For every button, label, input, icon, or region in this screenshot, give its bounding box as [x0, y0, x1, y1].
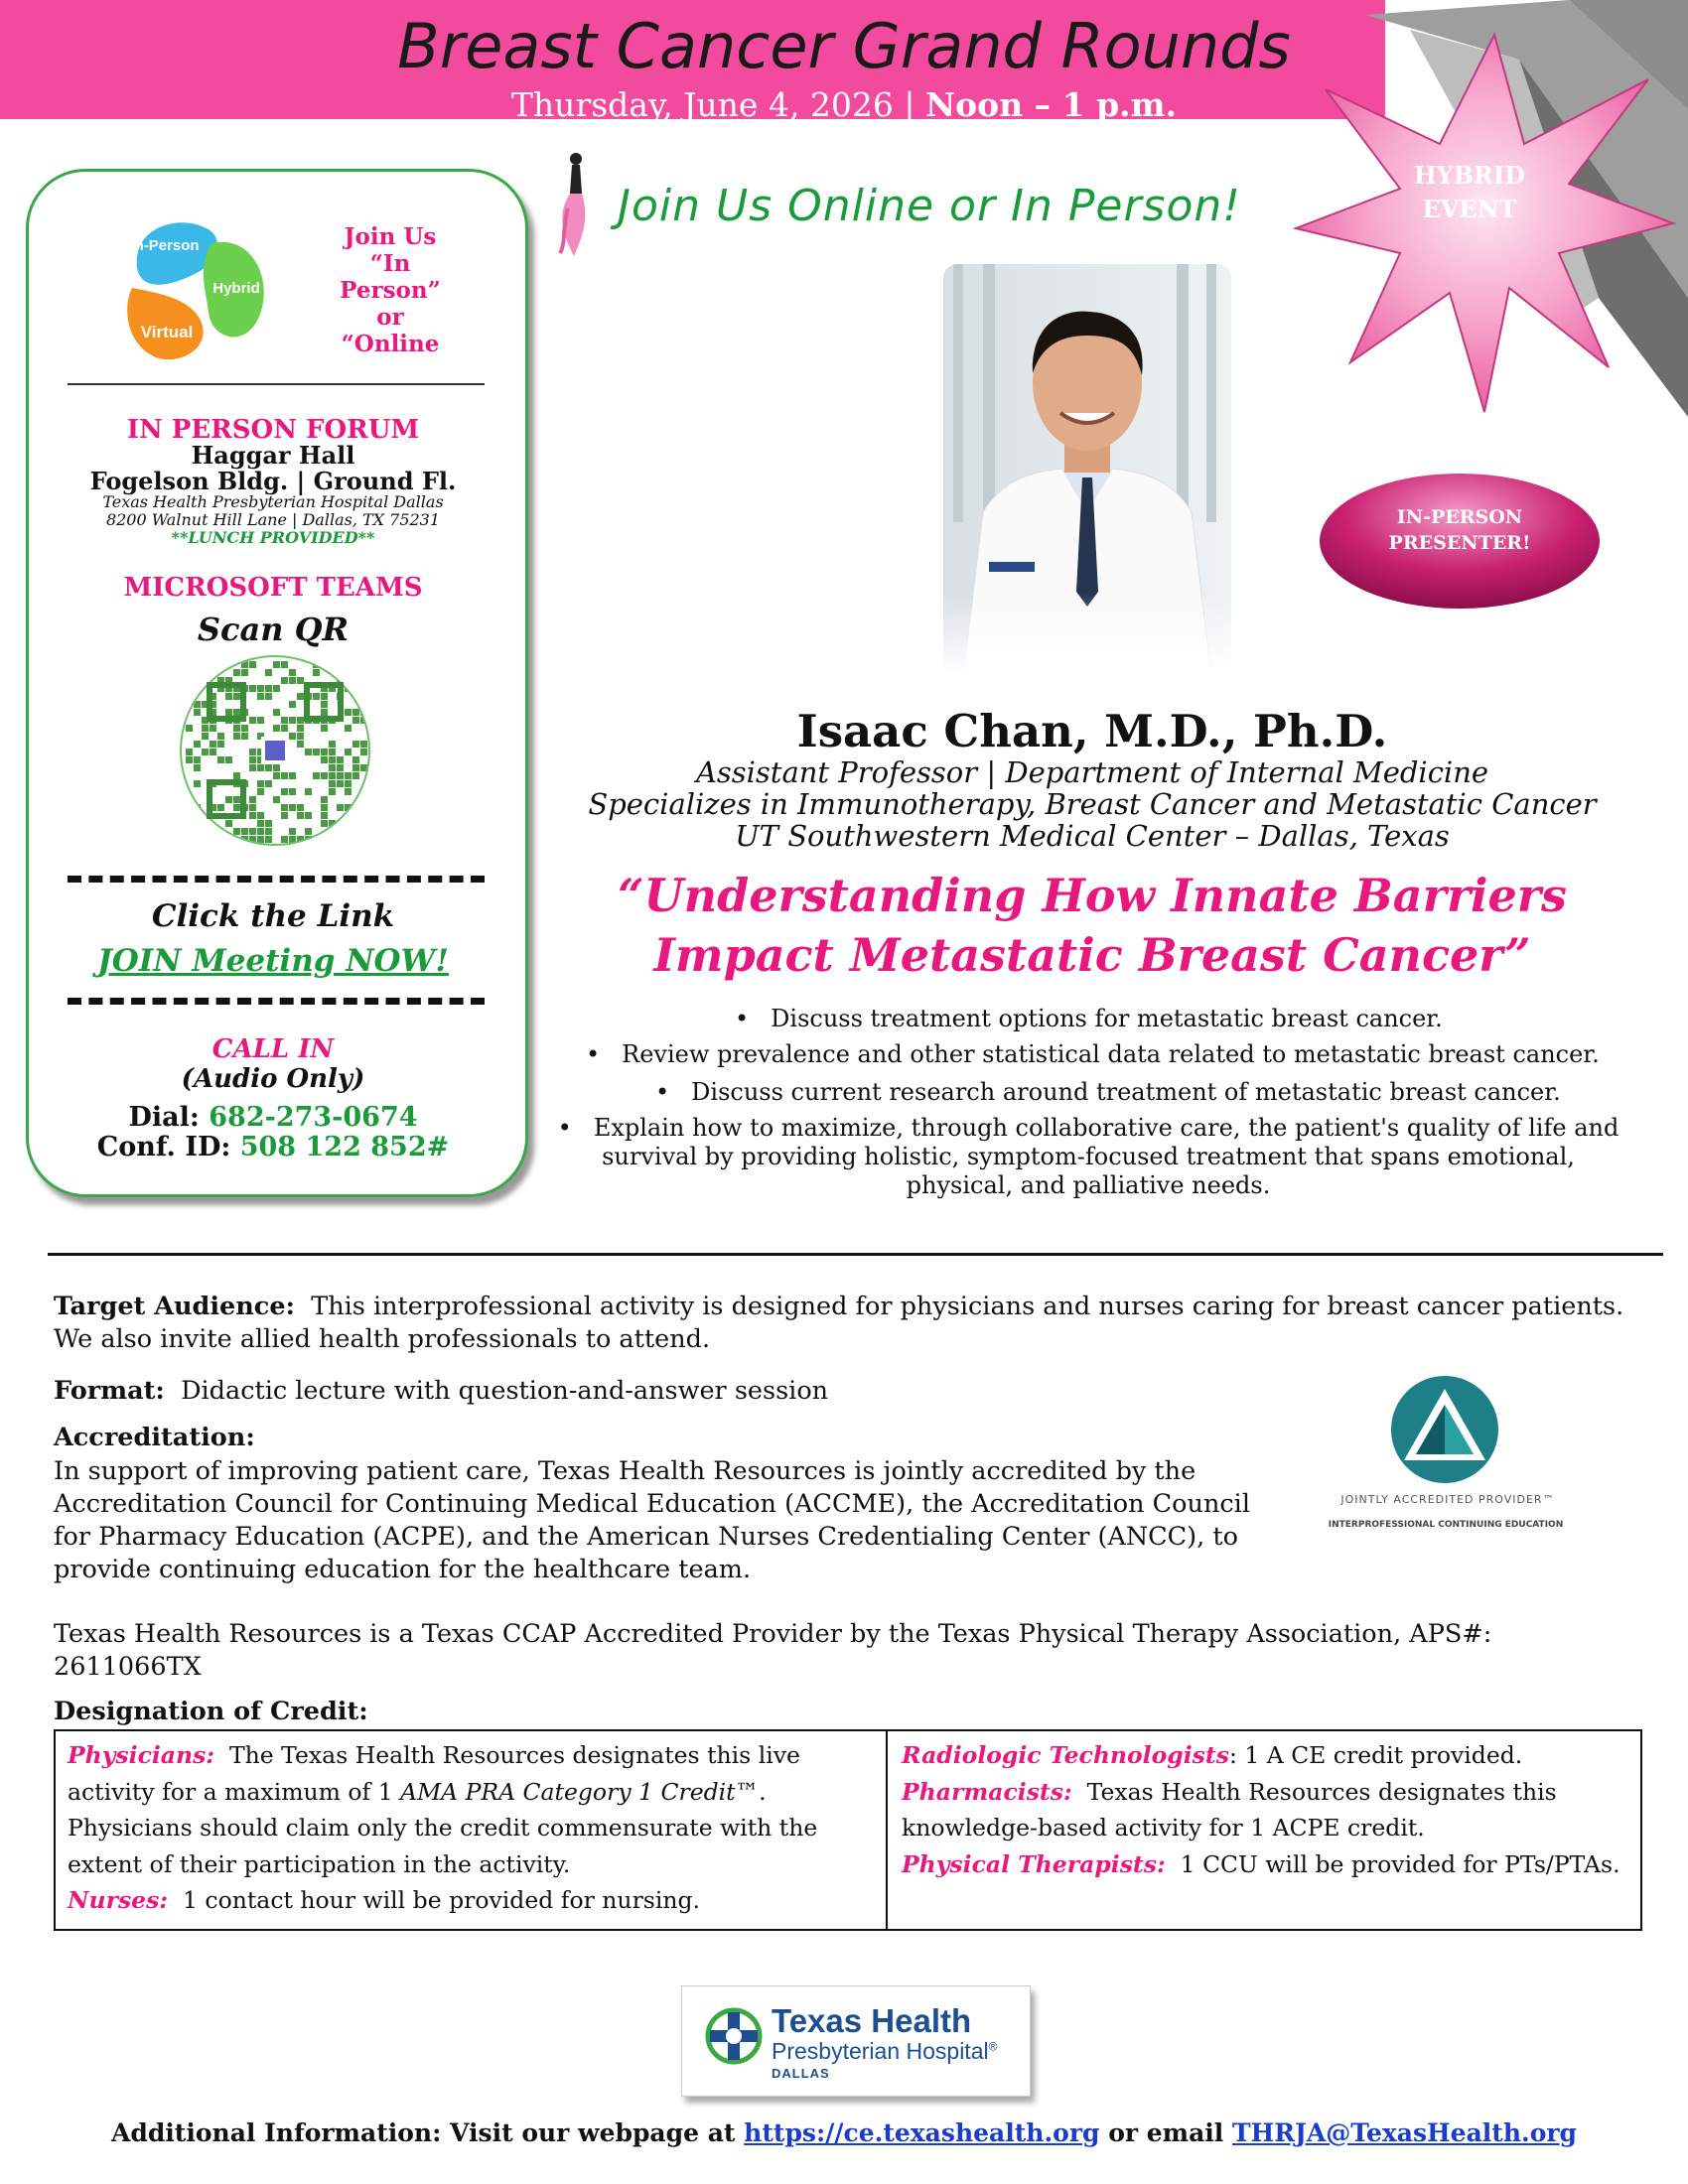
- in-person-presenter-label: [1318, 504, 1602, 556]
- qr-cell: [225, 820, 232, 827]
- qr-cell: [210, 741, 216, 748]
- qr-cell: [186, 669, 193, 676]
- qr-cell: [321, 709, 328, 716]
- format-text: Didactic lecture with question-and-answer session: [181, 1376, 829, 1406]
- qr-cell: [257, 828, 264, 835]
- qr-cell: [194, 756, 201, 763]
- lunch-note: **LUNCH PROVIDED**: [171, 528, 375, 547]
- qr-cell: [194, 661, 201, 668]
- qr-cell: [297, 725, 304, 732]
- qr-cell: [345, 749, 352, 755]
- qr-cell: [265, 685, 272, 692]
- qr-cell: [194, 780, 201, 787]
- qr-cell: [265, 780, 272, 787]
- qr-cell: [321, 749, 328, 755]
- qr-cell: [289, 677, 296, 684]
- qr-cell: [352, 804, 359, 811]
- qr-cell: [313, 749, 320, 755]
- join-line-2: “In: [369, 250, 411, 277]
- credit-cell-right: [890, 1731, 1640, 1888]
- qr-cell: [329, 741, 336, 748]
- conf-label: Conf. ID:: [96, 1132, 240, 1162]
- join-meeting-link[interactable]: JOIN Meeting NOW!: [97, 943, 449, 979]
- qr-cell: [249, 749, 256, 755]
- qr-cell: [241, 669, 248, 676]
- pharmacists-text: Texas Health Resources designates this knowledge-based activity for 1 ACPE credit.: [902, 1777, 1557, 1842]
- qr-cell: [352, 709, 359, 716]
- qr-cell: [297, 677, 304, 684]
- qr-cell: [321, 772, 328, 779]
- qr-cell: [194, 741, 201, 748]
- objective-item: • Discuss current research around treatment of metastatic breast cancer.: [655, 1078, 1561, 1106]
- join-line-5: “Online: [341, 331, 440, 357]
- qr-cell: [289, 717, 296, 724]
- qr-cell: [233, 693, 240, 700]
- pt-label: Physical Therapists:: [902, 1849, 1166, 1878]
- call-in-heading: CALL IN: [211, 1034, 335, 1064]
- qr-cell: [297, 804, 304, 811]
- qr-cell: [241, 725, 248, 732]
- qr-cell: [352, 772, 359, 779]
- talk-title-line-2: Impact Metastatic Breast Cancer”: [653, 928, 1531, 982]
- qr-cell: [345, 836, 352, 843]
- qr-cell: [297, 812, 304, 819]
- logo-city: DALLAS: [772, 2066, 830, 2081]
- qr-cell: [249, 812, 256, 819]
- qr-cell: [345, 669, 352, 676]
- objective-item: • Explain how to maximize, through collaborative care, the patient's quality of life and survival by providing holistic, symptom-focused treatment that spans emotional, physical, and palliative needs.: [552, 1114, 1624, 1200]
- qr-cell: [305, 828, 312, 835]
- qr-cell: [281, 788, 288, 795]
- qr-cell: [233, 828, 240, 835]
- logo-sub: [772, 2038, 997, 2065]
- ama-credit-term: AMA PRA Category 1 Credit: [400, 1777, 736, 1806]
- qr-cell: [337, 764, 344, 771]
- hospital-address: [40, 493, 506, 529]
- qr-cell: [265, 693, 272, 700]
- qr-cell: [194, 828, 201, 835]
- click-link-label: Click the Link: [151, 898, 395, 934]
- qr-cell: [257, 812, 264, 819]
- dashed-divider-bottom: [68, 998, 485, 1005]
- qr-cell: [352, 812, 359, 819]
- speaker-specialty: Specializes in Immunotherapy, Breast Cancer and Metastatic Cancer: [588, 787, 1597, 821]
- objective-item: • Discuss treatment options for metastatic breast cancer.: [735, 1005, 1443, 1032]
- qr-cell: [329, 788, 336, 795]
- qr-cell: [210, 669, 216, 676]
- qr-cell: [360, 661, 367, 668]
- venue-line-2: Fogelson Bldg. | Ground Fl.: [89, 467, 457, 495]
- qr-cell: [352, 828, 359, 835]
- pt-text: 1 CCU will be provided for PTs/PTAs.: [1180, 1849, 1620, 1878]
- dial-label: Dial:: [128, 1102, 210, 1133]
- qr-cell: [233, 709, 240, 716]
- qr-cell: [289, 828, 296, 835]
- qr-cell: [202, 749, 209, 755]
- texas-health-logo: [681, 1985, 1031, 2097]
- logo-label-inperson: In-Person: [130, 237, 200, 254]
- radiologic-label: Radiologic Technologists: [902, 1741, 1229, 1769]
- qr-cell: [329, 780, 336, 787]
- qr-cell: [257, 820, 264, 827]
- qr-cell: [329, 749, 336, 755]
- join-online-banner: Join Us Online or In Person!: [618, 181, 1241, 231]
- qr-cell: [265, 836, 272, 843]
- presenter-line-2: PRESENTER!: [1388, 532, 1531, 554]
- qr-cell: [217, 733, 224, 740]
- qr-cell: [337, 804, 344, 811]
- qr-cell: [186, 828, 193, 835]
- footer-info: [0, 2118, 1688, 2147]
- qr-cell: [202, 725, 209, 732]
- ribbon-figure-icon: [552, 149, 596, 258]
- radiologic-text: : 1 A CE credit provided.: [1228, 1741, 1523, 1769]
- jointly-accredited-text: JOINTLY ACCREDITED PROVIDER™: [1340, 1493, 1555, 1506]
- qr-cell: [249, 717, 256, 724]
- target-audience: [54, 1291, 1662, 1356]
- qr-cell: [186, 812, 193, 819]
- qr-cell: [289, 788, 296, 795]
- logo-name: Texas Health: [772, 2002, 972, 2039]
- join-line-1: Join Us: [344, 223, 437, 250]
- audio-only-label: (Audio Only): [181, 1064, 365, 1094]
- qr-cell: [225, 756, 232, 763]
- qr-cell: [273, 772, 280, 779]
- qr-cell: [329, 661, 336, 668]
- qr-cell: [217, 756, 224, 763]
- qr-cell: [273, 685, 280, 692]
- qr-cell: [329, 772, 336, 779]
- qr-cell: [225, 709, 232, 716]
- qr-cell: [321, 701, 328, 708]
- qr-cell: [265, 820, 272, 827]
- date-text: Thursday, June 4, 2026 |: [510, 85, 925, 124]
- jointly-accredited-logo-icon: [1390, 1375, 1499, 1484]
- qr-cell: [233, 669, 240, 676]
- qr-cell: [345, 772, 352, 779]
- qr-cell: [281, 772, 288, 779]
- qr-cell: [249, 764, 256, 771]
- accreditation-text: In support of improving patient care, Texas Health Resources is jointly accredited by the Accreditation Council for Continuing Medical Education (ACCME), the Accreditation Council for Pharmacy Education (ACPE), and the American Nurses Credentialing Center (ANCC), to provide continuing education for the healthcare team.: [54, 1456, 1250, 1584]
- qr-cell: [249, 828, 256, 835]
- join-line-4: or: [376, 304, 404, 331]
- qr-cell: [345, 709, 352, 716]
- dial-value[interactable]: 682-273-0674: [209, 1102, 418, 1133]
- target-label: Target Audience:: [54, 1292, 295, 1321]
- logo-sub-text: Presbyterian Hospital: [772, 2038, 989, 2064]
- event-date: [0, 85, 1688, 124]
- qr-cell: [337, 780, 344, 787]
- street-address: 8200 Walnut Hill Lane | Dallas, TX 75231: [105, 510, 441, 529]
- qr-cell: [194, 709, 201, 716]
- qr-cell: [321, 836, 328, 843]
- nurses-label: Nurses:: [68, 1886, 169, 1914]
- qr-cell: [273, 661, 280, 668]
- dial-number: [40, 1102, 506, 1133]
- hybrid-event-badge: [1370, 159, 1569, 226]
- qr-cell: [249, 685, 256, 692]
- footer-prefix: Additional Information: Visit our webpage at: [110, 2118, 745, 2147]
- qr-cell: [265, 764, 272, 771]
- qr-cell: [289, 669, 296, 676]
- physicians-label: Physicians:: [68, 1741, 215, 1769]
- pharmacists-label: Pharmacists:: [902, 1777, 1072, 1806]
- scan-qr-label: Scan QR: [197, 611, 350, 648]
- join-us-callout: [316, 223, 465, 357]
- qr-cell: [202, 733, 209, 740]
- qr-cell: [289, 772, 296, 779]
- qr-cell: [345, 725, 352, 732]
- logo-label-virtual: Virtual: [140, 323, 194, 341]
- speaker-photo: [943, 264, 1231, 676]
- qr-cell: [281, 812, 288, 819]
- qr-cell: [257, 693, 264, 700]
- qr-cell: [273, 796, 280, 803]
- qr-cell: [345, 820, 352, 827]
- qr-code-icon[interactable]: [180, 655, 370, 846]
- qr-cell: [297, 717, 304, 724]
- credit-cell-left: [56, 1731, 888, 1929]
- hospital-name: Texas Health Presbyterian Hospital Dallas: [102, 492, 444, 511]
- qr-cell: [313, 772, 320, 779]
- interprofessional-text: INTERPROFESSIONAL CONTINUING EDUCATION: [1328, 1520, 1564, 1530]
- physicians-text: The Texas Health Resources designates this live activity for a maximum of 1: [68, 1741, 800, 1806]
- qr-cell: [241, 733, 248, 740]
- qr-cell: [186, 820, 193, 827]
- objective-item: • Review prevalence and other statistical data related to metastatic breast cancer.: [586, 1040, 1600, 1068]
- qr-cell: [345, 828, 352, 835]
- qr-cell: [210, 836, 216, 843]
- qr-cell: [249, 756, 256, 763]
- qr-cell: [297, 741, 304, 748]
- qr-cell: [289, 733, 296, 740]
- designation-heading: Designation of Credit:: [54, 1697, 368, 1726]
- qr-cell: [265, 828, 272, 835]
- qr-cell: [337, 756, 344, 763]
- qr-cell: [217, 741, 224, 748]
- qr-cell: [281, 661, 288, 668]
- qr-cell: [360, 820, 367, 827]
- qr-cell: [289, 804, 296, 811]
- qr-cell: [321, 725, 328, 732]
- qr-cell: [321, 804, 328, 811]
- qr-cell: [321, 796, 328, 803]
- qr-cell: [329, 764, 336, 771]
- qr-cell: [257, 788, 264, 795]
- talk-title: [556, 866, 1628, 985]
- badge-line-2: EVENT: [1422, 195, 1517, 223]
- qr-cell: [210, 725, 216, 732]
- format-label: Format:: [54, 1376, 165, 1406]
- qr-cell: [281, 717, 288, 724]
- badge-line-1: HYBRID: [1413, 161, 1526, 190]
- qr-cell: [337, 772, 344, 779]
- presenter-line-1: IN-PERSON: [1396, 506, 1523, 528]
- speaker-title: Assistant Professor | Department of Internal Medicine: [695, 755, 1489, 789]
- logo-label-hybrid: Hybrid: [212, 280, 260, 297]
- physicians-text-cont: ™. Physicians should claim only the credit commensurate with the extent of their participation in the activity.: [68, 1777, 818, 1878]
- qr-cell: [360, 669, 367, 676]
- conf-value: 508 122 852#: [239, 1132, 450, 1162]
- hybrid-logo-icon: [117, 208, 276, 367]
- qr-cell: [337, 836, 344, 843]
- qr-cell: [321, 756, 328, 763]
- qr-cell: [345, 788, 352, 795]
- qr-cell: [321, 812, 328, 819]
- qr-cell: [257, 685, 264, 692]
- nurses-text: 1 contact hour will be provided for nursing.: [183, 1886, 701, 1914]
- qr-cell: [186, 693, 193, 700]
- qr-cell: [297, 693, 304, 700]
- qr-cell: [186, 749, 193, 755]
- qr-cell: [289, 701, 296, 708]
- qr-cell: [281, 804, 288, 811]
- credit-table: [54, 1729, 1642, 1931]
- qr-cell: [352, 764, 359, 771]
- qr-cell: [360, 796, 367, 803]
- qr-cell: [352, 717, 359, 724]
- qr-cell: [305, 749, 312, 755]
- dashed-divider-top: [68, 876, 485, 883]
- qr-cell: [194, 764, 201, 771]
- qr-cell: [210, 749, 216, 755]
- qr-cell: [313, 669, 320, 676]
- time-text: Noon – 1 p.m.: [925, 85, 1178, 124]
- speaker-name: Isaac Chan, M.D., Ph.D.: [796, 705, 1388, 757]
- qr-cell: [273, 709, 280, 716]
- qr-cell: [321, 693, 328, 700]
- qr-cell: [305, 788, 312, 795]
- qr-cell: [352, 741, 359, 748]
- qr-cell: [249, 804, 256, 811]
- qr-cell: [241, 828, 248, 835]
- qr-cell: [233, 725, 240, 732]
- qr-cell: [360, 812, 367, 819]
- qr-cell: [305, 812, 312, 819]
- qr-cell: [281, 677, 288, 684]
- qr-cell: [257, 717, 264, 724]
- qr-cell: [233, 733, 240, 740]
- qr-cell: [273, 725, 280, 732]
- join-line-3: Person”: [340, 277, 441, 304]
- qr-cell: [313, 693, 320, 700]
- talk-title-line-1: “Understanding How Innate Barriers: [618, 869, 1567, 922]
- qr-cell: [233, 772, 240, 779]
- qr-cell: [186, 725, 193, 732]
- qr-cell: [217, 836, 224, 843]
- qr-cell: [249, 796, 256, 803]
- qr-cell: [321, 820, 328, 827]
- panel-divider: [68, 383, 485, 385]
- venue-line-1: Haggar Hall: [191, 441, 355, 470]
- email-link[interactable]: THRJA@TexasHealth.org: [1232, 2118, 1578, 2147]
- event-title: Breast Cancer Grand Rounds: [397, 10, 1291, 82]
- qr-cell: [297, 733, 304, 740]
- venue: [40, 443, 506, 494]
- qr-cell: [352, 756, 359, 763]
- in-person-heading: IN PERSON FORUM: [126, 415, 420, 445]
- qr-cell: [233, 796, 240, 803]
- target-text: This interprofessional activity is designed for physicians and nurses caring for breast cancer patients. We also invite allied health professionals to attend.: [54, 1292, 1624, 1354]
- texas-health-cross-icon: [704, 2006, 764, 2066]
- qr-cell: [186, 756, 193, 763]
- qr-cell: [265, 669, 272, 676]
- webpage-link[interactable]: https://ce.texashealth.org: [744, 2118, 1100, 2147]
- conference-id: [40, 1132, 506, 1162]
- teams-heading: MICROSOFT TEAMS: [123, 573, 423, 603]
- footer-middle: or email: [1099, 2118, 1233, 2147]
- qr-cell: [329, 756, 336, 763]
- qr-cell: [281, 836, 288, 843]
- qr-cell: [273, 764, 280, 771]
- qr-cell: [233, 804, 240, 811]
- qr-cell: [217, 804, 224, 811]
- ccap-statement: Texas Health Resources is a Texas CCAP Accredited Provider by the Texas Physical Therapy Association, APS#: 2611066TX: [54, 1619, 1492, 1682]
- qr-cell: [202, 836, 209, 843]
- qr-cell: [345, 780, 352, 787]
- qr-cell: [281, 725, 288, 732]
- qr-cell: [360, 749, 367, 755]
- qr-cell: [257, 764, 264, 771]
- section-divider: [48, 1253, 1663, 1256]
- qr-cell: [360, 741, 367, 748]
- speaker-institution: UT Southwestern Medical Center – Dallas, Texas: [735, 819, 1450, 853]
- qr-cell: [194, 685, 201, 692]
- qr-cell: [186, 796, 193, 803]
- accreditation-heading: Accreditation:: [54, 1423, 255, 1452]
- qr-cell: [225, 796, 232, 803]
- qr-cell: [249, 661, 256, 668]
- logo-reg: ®: [988, 2039, 998, 2054]
- qr-cell: [257, 836, 264, 843]
- qr-cell: [257, 780, 264, 787]
- qr-cell: [225, 693, 232, 700]
